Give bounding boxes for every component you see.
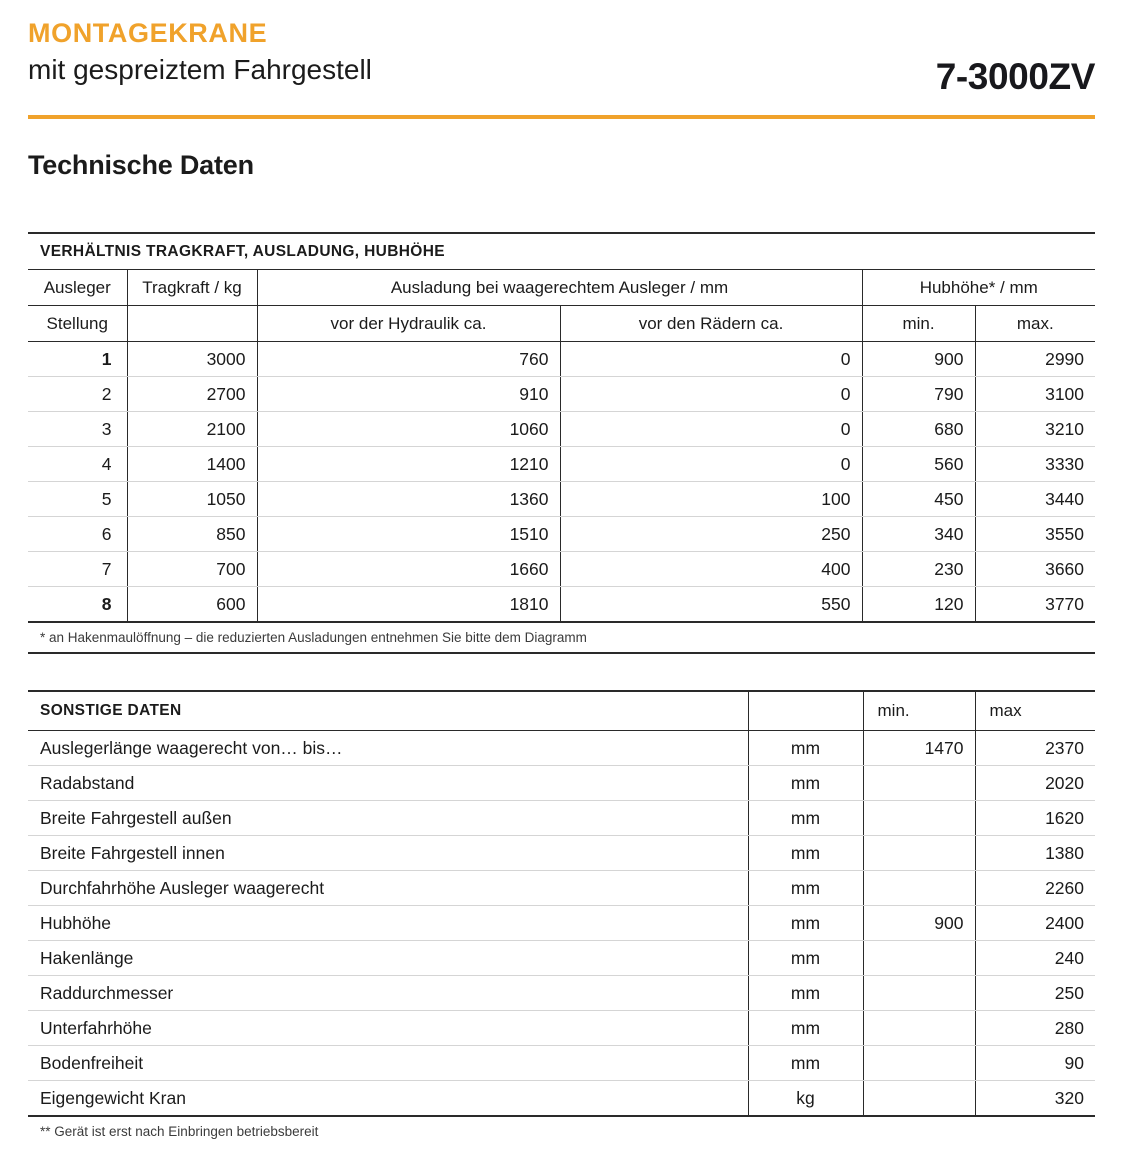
cell-unit: mm (748, 976, 863, 1011)
cell-tragkraft: 850 (127, 517, 257, 552)
cell-hub-max: 3770 (975, 587, 1095, 623)
cell-hub-max: 3330 (975, 447, 1095, 482)
table-row (28, 552, 1095, 587)
header-tragkraft-sub (127, 306, 257, 342)
cell-max: 2400 (975, 906, 1095, 941)
table-row (28, 342, 1095, 377)
cell-label: Breite Fahrgestell außen (28, 801, 748, 836)
cell-unit: mm (748, 941, 863, 976)
accent-divider (28, 115, 1095, 119)
header-tragkraft: Tragkraft / kg (127, 270, 257, 306)
cell-hub-max: 3210 (975, 412, 1095, 447)
capacity-table-caption-row (28, 233, 1095, 270)
cell-unit: mm (748, 1011, 863, 1046)
cell-unit: mm (748, 731, 863, 766)
cell-hub-min: 450 (862, 482, 975, 517)
cell-hub-max: 2990 (975, 342, 1095, 377)
other-data-header-unit (748, 691, 863, 731)
other-data-header-max: max (975, 691, 1095, 731)
cell-label: Eigengewicht Kran (28, 1081, 748, 1117)
table-row (28, 482, 1095, 517)
cell-stellung: 7 (28, 552, 127, 587)
product-category-title: MONTAGEKRANE (28, 18, 268, 48)
cell-vor-hydraulik: 910 (257, 377, 560, 412)
capacity-header-row-1 (28, 270, 1095, 306)
cell-min: 1470 (863, 731, 975, 766)
capacity-header-row-2 (28, 306, 1095, 342)
capacity-table-caption: VERHÄLTNIS TRAGKRAFT, AUSLADUNG, HUBHÖHE (28, 233, 1095, 270)
table-row (28, 1081, 1095, 1117)
cell-hub-max: 3440 (975, 482, 1095, 517)
product-subtitle: mit gespreiztem Fahrgestell (28, 54, 372, 86)
cell-max: 250 (975, 976, 1095, 1011)
cell-hub-min: 680 (862, 412, 975, 447)
cell-stellung: 4 (28, 447, 127, 482)
header-vor-hydraulik: vor der Hydraulik ca. (257, 306, 560, 342)
cell-max: 280 (975, 1011, 1095, 1046)
cell-unit: mm (748, 906, 863, 941)
cell-tragkraft: 600 (127, 587, 257, 623)
cell-vor-hydraulik: 1660 (257, 552, 560, 587)
cell-max: 1620 (975, 801, 1095, 836)
other-data-table (28, 690, 1095, 1117)
header-vor-raedern: vor den Rädern ca. (560, 306, 862, 342)
cell-max: 240 (975, 941, 1095, 976)
cell-max: 2370 (975, 731, 1095, 766)
cell-min: 900 (863, 906, 975, 941)
table-row (28, 1046, 1095, 1081)
cell-hub-max: 3100 (975, 377, 1095, 412)
page-title: Technische Daten (28, 150, 254, 180)
capacity-table-footnote: * an Hakenmaulöffnung – die reduzierten Ausladungen entnehmen Sie bitte dem Diagramm (28, 623, 1095, 654)
cell-max: 1380 (975, 836, 1095, 871)
cell-stellung: 3 (28, 412, 127, 447)
cell-hub-min: 900 (862, 342, 975, 377)
cell-min (863, 871, 975, 906)
cell-unit: kg (748, 1081, 863, 1117)
cell-unit: mm (748, 766, 863, 801)
other-data-header-min: min. (863, 691, 975, 731)
cell-vor-raedern: 0 (560, 377, 862, 412)
cell-hub-min: 790 (862, 377, 975, 412)
cell-vor-hydraulik: 1210 (257, 447, 560, 482)
other-data-table-body (28, 731, 1095, 1117)
cell-min (863, 801, 975, 836)
cell-label: Radabstand (28, 766, 748, 801)
cell-stellung: 2 (28, 377, 127, 412)
table-row (28, 377, 1095, 412)
cell-max: 90 (975, 1046, 1095, 1081)
cell-tragkraft: 1050 (127, 482, 257, 517)
cell-hub-max: 3660 (975, 552, 1095, 587)
model-number: 7-3000ZV (935, 56, 1095, 97)
cell-max: 2260 (975, 871, 1095, 906)
table-row (28, 801, 1095, 836)
cell-tragkraft: 3000 (127, 342, 257, 377)
cell-vor-raedern: 0 (560, 447, 862, 482)
header-stellung: Stellung (28, 306, 127, 342)
cell-vor-hydraulik: 1360 (257, 482, 560, 517)
cell-vor-hydraulik: 1060 (257, 412, 560, 447)
cell-vor-raedern: 550 (560, 587, 862, 623)
cell-vor-hydraulik: 760 (257, 342, 560, 377)
cell-label: Auslegerlänge waagerecht von… bis… (28, 731, 748, 766)
cell-hub-min: 340 (862, 517, 975, 552)
cell-unit: mm (748, 871, 863, 906)
cell-tragkraft: 700 (127, 552, 257, 587)
table-row (28, 941, 1095, 976)
cell-max: 2020 (975, 766, 1095, 801)
table-row (28, 731, 1095, 766)
other-data-table-footnote: ** Gerät ist erst nach Einbringen betriebsbereit (40, 1124, 319, 1139)
cell-vor-hydraulik: 1810 (257, 587, 560, 623)
header-ausladung: Ausladung bei waagerechtem Ausleger / mm (257, 270, 862, 306)
cell-hub-max: 3550 (975, 517, 1095, 552)
table-row (28, 1011, 1095, 1046)
table-row (28, 871, 1095, 906)
cell-vor-raedern: 0 (560, 412, 862, 447)
cell-stellung: 5 (28, 482, 127, 517)
table-row (28, 836, 1095, 871)
capacity-table (28, 232, 1095, 623)
cell-min (863, 976, 975, 1011)
cell-label: Hakenlänge (28, 941, 748, 976)
header-titles (28, 18, 372, 87)
cell-unit: mm (748, 801, 863, 836)
cell-vor-raedern: 100 (560, 482, 862, 517)
cell-hub-min: 120 (862, 587, 975, 623)
cell-label: Durchfahrhöhe Ausleger waagerecht (28, 871, 748, 906)
cell-min (863, 1011, 975, 1046)
cell-label: Raddurchmesser (28, 976, 748, 1011)
cell-tragkraft: 2100 (127, 412, 257, 447)
cell-stellung: 8 (28, 587, 127, 623)
cell-label: Bodenfreiheit (28, 1046, 748, 1081)
table-row (28, 766, 1095, 801)
cell-min (863, 766, 975, 801)
cell-label: Breite Fahrgestell innen (28, 836, 748, 871)
cell-vor-raedern: 0 (560, 342, 862, 377)
other-data-table-wrapper (28, 690, 1095, 1146)
cell-min (863, 941, 975, 976)
cell-tragkraft: 2700 (127, 377, 257, 412)
header-hub-max: max. (975, 306, 1095, 342)
cell-stellung: 6 (28, 517, 127, 552)
cell-vor-hydraulik: 1510 (257, 517, 560, 552)
table-row (28, 587, 1095, 623)
cell-unit: mm (748, 836, 863, 871)
cell-unit: mm (748, 1046, 863, 1081)
other-data-header-row (28, 691, 1095, 731)
cell-vor-raedern: 250 (560, 517, 862, 552)
cell-min (863, 836, 975, 871)
cell-label: Unterfahrhöhe (28, 1011, 748, 1046)
cell-max: 320 (975, 1081, 1095, 1117)
table-row (28, 412, 1095, 447)
table-row (28, 976, 1095, 1011)
cell-min (863, 1046, 975, 1081)
header-hubhoehe: Hubhöhe* / mm (862, 270, 1095, 306)
other-data-caption: SONSTIGE DATEN (28, 691, 748, 731)
cell-hub-min: 230 (862, 552, 975, 587)
cell-tragkraft: 1400 (127, 447, 257, 482)
cell-label: Hubhöhe (28, 906, 748, 941)
cell-min (863, 1081, 975, 1117)
capacity-table-body (28, 342, 1095, 623)
table-row (28, 906, 1095, 941)
cell-stellung: 1 (28, 342, 127, 377)
table-row (28, 517, 1095, 552)
table-row (28, 447, 1095, 482)
cell-hub-min: 560 (862, 447, 975, 482)
header-hub-min: min. (862, 306, 975, 342)
capacity-table-wrapper (28, 232, 1095, 654)
page-header (28, 0, 1095, 108)
cell-vor-raedern: 400 (560, 552, 862, 587)
header-ausleger: Ausleger (28, 270, 127, 306)
